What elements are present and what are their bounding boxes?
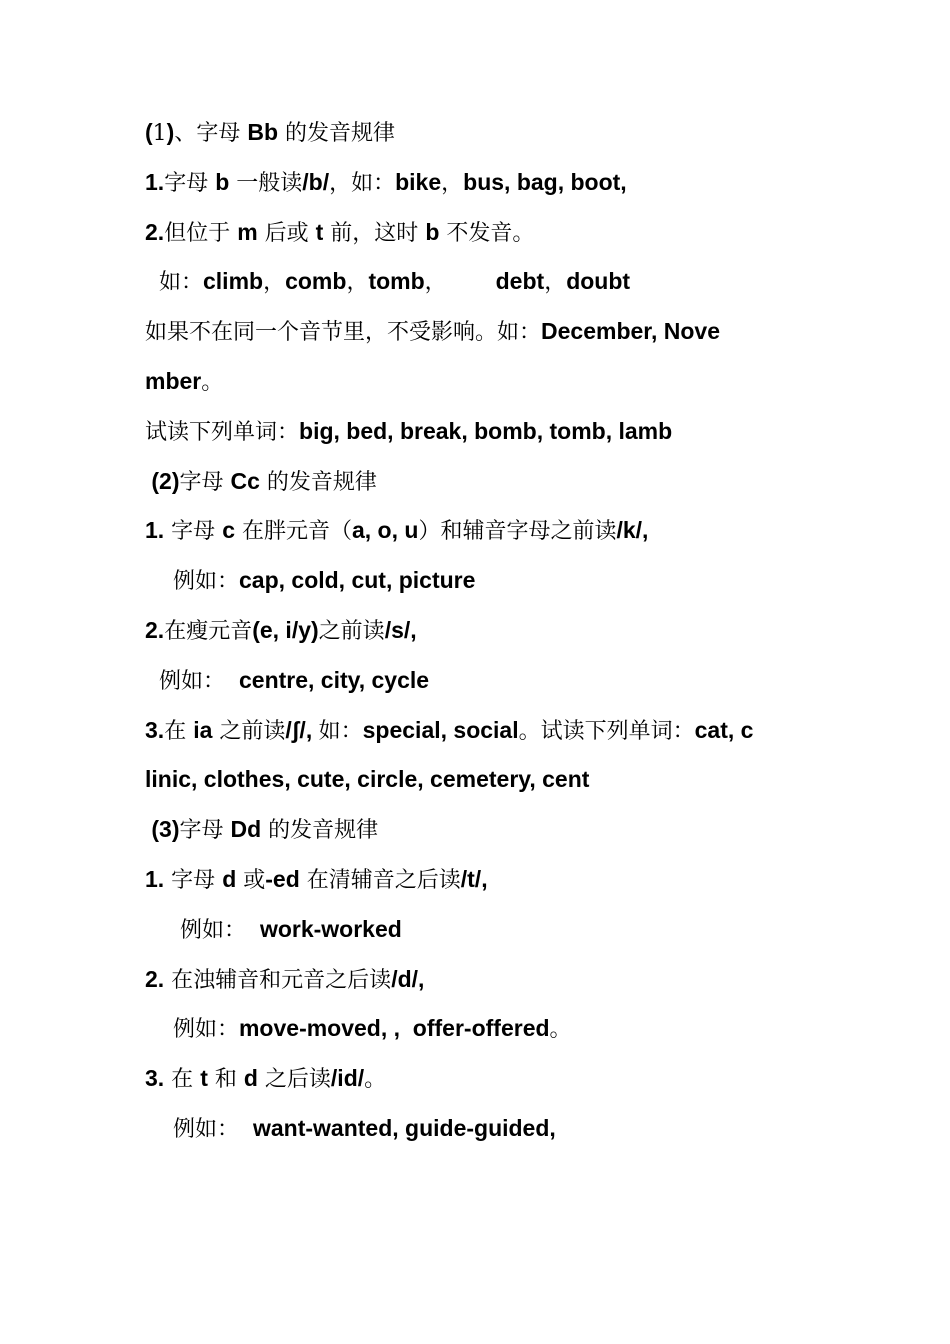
text-line bbox=[145, 814, 378, 844]
text-line bbox=[145, 316, 720, 346]
bold-text: 1. bbox=[145, 517, 165, 543]
plain-text: 。 bbox=[201, 370, 224, 395]
plain-text: 、字母 bbox=[174, 121, 248, 146]
bold-text: (3) bbox=[145, 816, 180, 842]
plain-text: 之前读 bbox=[318, 619, 385, 644]
plain-text: ， bbox=[544, 270, 567, 295]
plain-text: 试读下列单词： bbox=[145, 420, 300, 445]
plain-text: 如果不在同一个音节里，不受影响。如： bbox=[145, 320, 542, 345]
plain-text: 不发音。 bbox=[439, 221, 535, 246]
bold-text: linic, clothes, cute, circle, cemetery, cent bbox=[145, 766, 590, 792]
bold-text: /ʃ/, bbox=[285, 717, 319, 743]
text-line bbox=[145, 764, 589, 794]
text-line bbox=[145, 515, 648, 545]
bold-text: m bbox=[237, 219, 258, 245]
bold-text: 2. bbox=[145, 966, 165, 992]
bold-text: centre, city, cycle bbox=[238, 667, 430, 693]
plain-text: 和 bbox=[207, 1067, 244, 1092]
text-line bbox=[145, 715, 753, 745]
bold-text: -ed bbox=[265, 866, 300, 892]
plain-text: ， bbox=[424, 270, 496, 295]
bold-text: Dd bbox=[230, 816, 262, 842]
bold-text: comb bbox=[285, 268, 347, 294]
plain-text: ， bbox=[346, 270, 369, 295]
bold-text: move-moved, , offer-offered bbox=[238, 1015, 550, 1041]
plain-text: 在 bbox=[164, 1067, 201, 1092]
bold-text: /t/, bbox=[460, 866, 488, 892]
bold-text: 1. bbox=[145, 866, 165, 892]
bold-text: climb bbox=[203, 268, 264, 294]
bold-text: tomb bbox=[368, 268, 425, 294]
bold-text: doubt bbox=[566, 268, 631, 294]
plain-text: 在浊辅音和元音之后读 bbox=[164, 968, 392, 993]
bold-text: want-wanted, guide-guided, bbox=[252, 1115, 556, 1141]
text-line bbox=[145, 615, 417, 645]
text-line bbox=[145, 266, 630, 296]
text-line bbox=[145, 416, 672, 446]
plain-text: 在 bbox=[164, 719, 194, 744]
bold-text: /id/ bbox=[330, 1065, 365, 1091]
plain-text: 字母 bbox=[179, 470, 231, 495]
plain-text: ，如： bbox=[329, 171, 396, 196]
bold-text: bus, bag, boot, bbox=[463, 169, 627, 195]
bold-text: /s/, bbox=[384, 617, 417, 643]
text-line bbox=[145, 466, 377, 496]
bold-text: a, o, u bbox=[351, 517, 419, 543]
bold-text: December, Nove bbox=[541, 318, 720, 344]
plain-text: ， bbox=[263, 270, 286, 295]
plain-text: 在瘦元音 bbox=[164, 619, 253, 644]
bold-text: 3. bbox=[145, 1065, 165, 1091]
bold-text: debt bbox=[495, 268, 545, 294]
text-line bbox=[145, 1063, 386, 1093]
text-line bbox=[145, 665, 429, 695]
bold-text: Bb bbox=[247, 119, 279, 145]
bold-text: big, bed, break, bomb, tomb, lamb bbox=[299, 418, 673, 444]
plain-text: 或 bbox=[236, 868, 266, 893]
bold-text: b bbox=[215, 169, 230, 195]
bold-text: 3. bbox=[145, 717, 165, 743]
bold-text: special, social bbox=[362, 717, 519, 743]
plain-text: 一般读 bbox=[229, 171, 303, 196]
bold-text: bike bbox=[395, 169, 442, 195]
bold-text: ( bbox=[145, 119, 153, 145]
plain-text: 字母 bbox=[164, 171, 216, 196]
bold-text: work-worked bbox=[259, 916, 402, 942]
plain-text: 例如： bbox=[145, 1017, 239, 1042]
plain-text: 。 bbox=[549, 1017, 572, 1042]
bold-text: d bbox=[243, 1065, 258, 1091]
bold-text: /b/ bbox=[302, 169, 330, 195]
plain-text: 后或 bbox=[257, 221, 316, 246]
bold-text: d bbox=[222, 866, 237, 892]
bold-text: 2. bbox=[145, 219, 165, 245]
plain-text: 字母 bbox=[164, 868, 223, 893]
plain-text: 之前读 bbox=[212, 719, 286, 744]
text-line bbox=[145, 217, 534, 247]
plain-text: 前，这时 bbox=[323, 221, 426, 246]
bold-text: cat, c bbox=[694, 717, 754, 743]
bold-text: cap, cold, cut, picture bbox=[238, 567, 476, 593]
text-line bbox=[145, 1113, 556, 1143]
plain-text: 字母 bbox=[179, 818, 231, 843]
text-line bbox=[145, 914, 402, 944]
bold-text: b bbox=[425, 219, 440, 245]
bold-text: 2. bbox=[145, 617, 165, 643]
text-line bbox=[145, 1013, 572, 1043]
plain-text: 。 bbox=[364, 1067, 387, 1092]
text-line bbox=[145, 167, 627, 197]
plain-text: 在清辅音之后读 bbox=[299, 868, 461, 893]
plain-text: 的发音规律 bbox=[278, 121, 396, 146]
plain-text: 例如： bbox=[145, 918, 260, 943]
plain-text: 如： bbox=[145, 270, 203, 295]
text-line bbox=[145, 366, 223, 396]
plain-text: 字母 bbox=[164, 519, 223, 544]
plain-text: 例如： bbox=[145, 1117, 253, 1142]
plain-text: 例如： bbox=[145, 569, 239, 594]
bold-text: /k/, bbox=[616, 517, 649, 543]
bold-text: ) bbox=[166, 119, 175, 145]
plain-text: 在胖元音（ bbox=[234, 519, 352, 544]
plain-text: 的发音规律 bbox=[261, 818, 379, 843]
bold-text: 1. bbox=[145, 169, 165, 195]
plain-text: 1 bbox=[152, 121, 167, 146]
bold-text: c bbox=[222, 517, 235, 543]
text-line bbox=[145, 565, 475, 595]
plain-text: ， bbox=[441, 171, 464, 196]
bold-text: ia bbox=[193, 717, 213, 743]
plain-text: 但位于 bbox=[164, 221, 238, 246]
plain-text: 。试读下列单词： bbox=[518, 719, 695, 744]
bold-text: /d/, bbox=[391, 966, 425, 992]
bold-text: Cc bbox=[230, 468, 260, 494]
bold-text: mber bbox=[145, 368, 202, 394]
plain-text: 之后读 bbox=[257, 1067, 331, 1092]
bold-text: t bbox=[315, 219, 324, 245]
bold-text: t bbox=[200, 1065, 208, 1091]
text-line bbox=[145, 864, 488, 894]
plain-text: 例如： bbox=[145, 669, 239, 694]
text-line bbox=[145, 964, 424, 994]
text-line bbox=[145, 117, 395, 147]
plain-text: 的发音规律 bbox=[259, 470, 377, 495]
plain-text: 如： bbox=[318, 719, 363, 744]
plain-text: ）和辅音字母之前读 bbox=[418, 519, 617, 544]
bold-text: (e, i/y) bbox=[252, 617, 319, 643]
bold-text: (2) bbox=[145, 468, 180, 494]
